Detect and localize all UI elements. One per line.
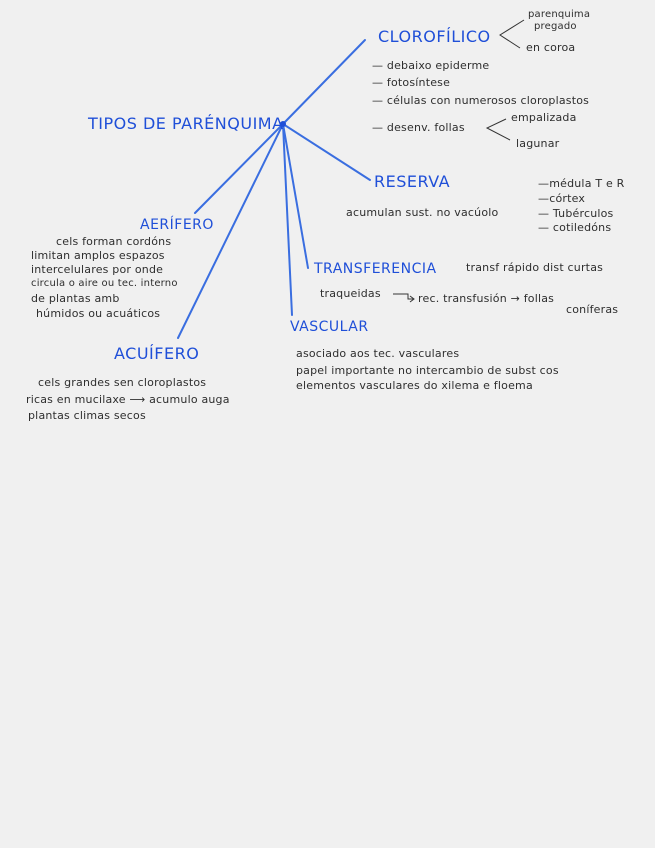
clorofilico-branch-top-1: parenquima — [528, 9, 591, 20]
vascular-line-2: papel importante no intercambio de subst cos — [296, 364, 559, 377]
aerifero-line-5: de plantas amb — [31, 292, 120, 305]
aerifero-line-2: limitan amplos espazos — [31, 249, 165, 262]
reserva-title: RESERVA — [374, 172, 451, 191]
transferencia-traqueidas: traqueidas — [320, 287, 381, 300]
clorofilico-desenv-top: empalizada — [511, 111, 577, 124]
clorofilico-desenv-label: — desenv. follas — [372, 121, 465, 134]
clorofilico-line-1: — debaixo epiderme — [372, 59, 490, 72]
aerifero-line-3: intercelulares por onde — [31, 263, 164, 276]
clorofilico-desenv-bottom: lagunar — [516, 137, 560, 150]
aerifero-line-4: circula o aire ou tec. interno — [31, 278, 178, 289]
aerifero-line-6: húmidos ou acuáticos — [36, 307, 161, 320]
vascular-line-1: asociado aos tec. vasculares — [296, 347, 460, 360]
acuifero-line-3: plantas climas secos — [28, 409, 146, 422]
brace-desenv-follas — [487, 119, 510, 140]
transferencia-title: TRANSFERENCIA — [314, 261, 437, 277]
reserva-item-1: —médula T e R — [538, 177, 625, 190]
clorofilico-line-3: — células con numerosos cloroplastos — [372, 94, 590, 107]
acuifero-title: ACUÍFERO — [114, 344, 200, 363]
aerifero-line-1: cels forman cordóns — [56, 235, 172, 248]
reserva-item-3: — Tubérculos — [538, 207, 614, 220]
acuifero-line-2: ricas en mucilaxe ⟶ acumulo auga — [26, 393, 230, 406]
transferencia-desc: transf rápido dist curtas — [466, 261, 604, 274]
reserva-desc: acumulan sust. no vacúolo — [346, 206, 499, 219]
center-title: TIPOS DE PARÉNQUIMA — [88, 114, 284, 133]
clorofilico-line-2: — fotosíntese — [372, 76, 451, 89]
vascular-title: VASCULAR — [290, 319, 369, 335]
aerifero-title: AERÍFERO — [140, 217, 214, 233]
reserva-item-4: — cotiledóns — [538, 221, 612, 234]
transferencia-rec: rec. transfusión → follas — [418, 292, 555, 305]
connector-reserva — [283, 124, 370, 180]
brace-clorofilico — [500, 20, 524, 48]
acuifero-line-1: cels grandes sen cloroplastos — [38, 376, 207, 389]
clorofilico-title: CLOROFÍLICO — [378, 27, 491, 46]
connector-clorofilico — [283, 40, 365, 124]
clorofilico-branch-bottom: en coroa — [526, 41, 576, 54]
vascular-line-3: elementos vasculares do xilema e floema — [296, 379, 533, 392]
transferencia-coniferas: coníferas — [566, 303, 619, 316]
clorofilico-branch-top-2: pregado — [534, 21, 577, 32]
reserva-item-2: —córtex — [538, 192, 586, 205]
connector-aerifero — [195, 124, 283, 213]
